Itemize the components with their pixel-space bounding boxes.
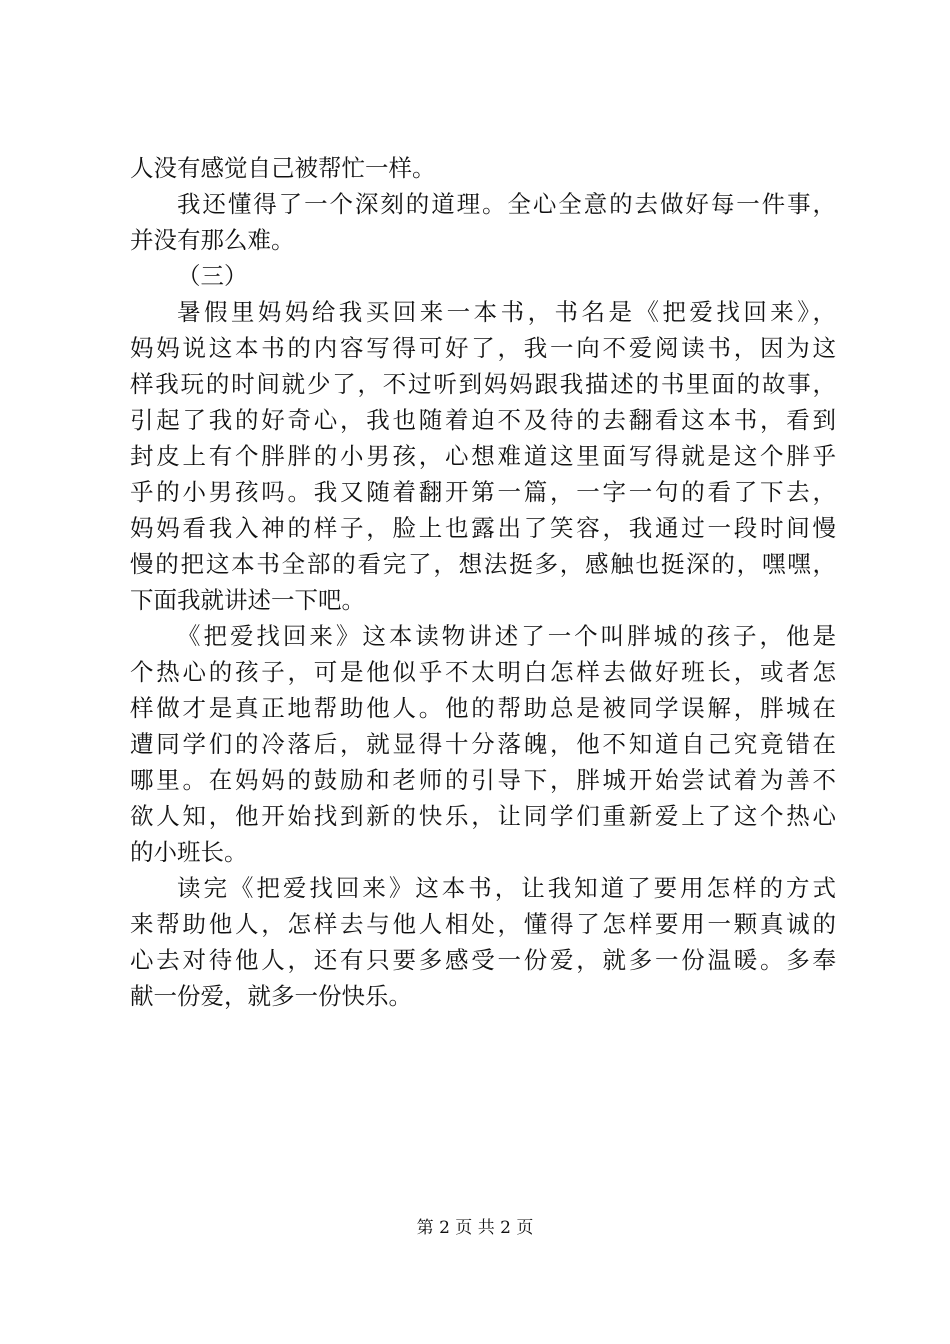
text-line: 引起了我的好奇心，我也随着迫不及待的去翻看这本书，看到 <box>130 406 836 434</box>
text-line: 心去对待他人，还有只要多感受一份爱，就多一份温暖。多奉 <box>130 946 836 974</box>
text-line: 并没有那么难。 <box>130 226 295 254</box>
text-line: 样做才是真正地帮助他人。他的帮助总是被同学误解，胖城在 <box>130 694 836 722</box>
text-line: 欲人知，他开始找到新的快乐，让同学们重新爱上了这个热心 <box>130 802 836 830</box>
text-line: 哪里。在妈妈的鼓励和老师的引导下，胖城开始尝试着为善不 <box>130 766 836 794</box>
text-line: 献一份爱，就多一份快乐。 <box>130 982 412 1010</box>
text-line: 妈妈说这本书的内容写得可好了，我一向不爱阅读书，因为这 <box>130 334 836 362</box>
text-line: 遭同学们的冷落后，就显得十分落魄，他不知道自己究竟错在 <box>130 730 836 758</box>
paragraph-first-line: 我还懂得了一个深刻的道理。全心全意的去做好每一件事， <box>177 190 836 218</box>
section-heading: （三） <box>177 262 248 290</box>
text-line: 来帮助他人，怎样去与他人相处，懂得了怎样要用一颗真诚的 <box>130 910 836 938</box>
text-line: 封皮上有个胖胖的小男孩，心想难道这里面写得就是这个胖乎 <box>130 442 836 470</box>
text-line: 慢的把这本书全部的看完了，想法挺多，感触也挺深的，嘿嘿， <box>130 550 836 578</box>
paragraph-first-line: 暑假里妈妈给我买回来一本书，书名是《把爱找回来》， <box>177 298 836 326</box>
paragraph-first-line: 《把爱找回来》这本读物讲述了一个叫胖城的孩子，他是 <box>177 622 836 650</box>
document-body <box>130 150 836 1014</box>
text-line: 下面我就讲述一下吧。 <box>130 586 365 614</box>
paragraph-first-line: 读完《把爱找回来》这本书，让我知道了要用怎样的方式 <box>177 874 836 902</box>
text-line: 乎的小男孩吗。我又随着翻开第一篇，一字一句的看了下去， <box>130 478 836 506</box>
page-footer <box>0 1216 950 1240</box>
text-line: 个热心的孩子，可是他似乎不太明白怎样去做好班长，或者怎 <box>130 658 836 686</box>
text-line: 的小班长。 <box>130 838 248 866</box>
page-number-label: 第 2 页 共 2 页 <box>416 1218 534 1238</box>
text-line: 样我玩的时间就少了，不过听到妈妈跟我描述的书里面的故事， <box>130 370 836 398</box>
text-line: 人没有感觉自己被帮忙一样。 <box>130 154 436 182</box>
text-line: 妈妈看我入神的样子，脸上也露出了笑容，我通过一段时间慢 <box>130 514 836 542</box>
